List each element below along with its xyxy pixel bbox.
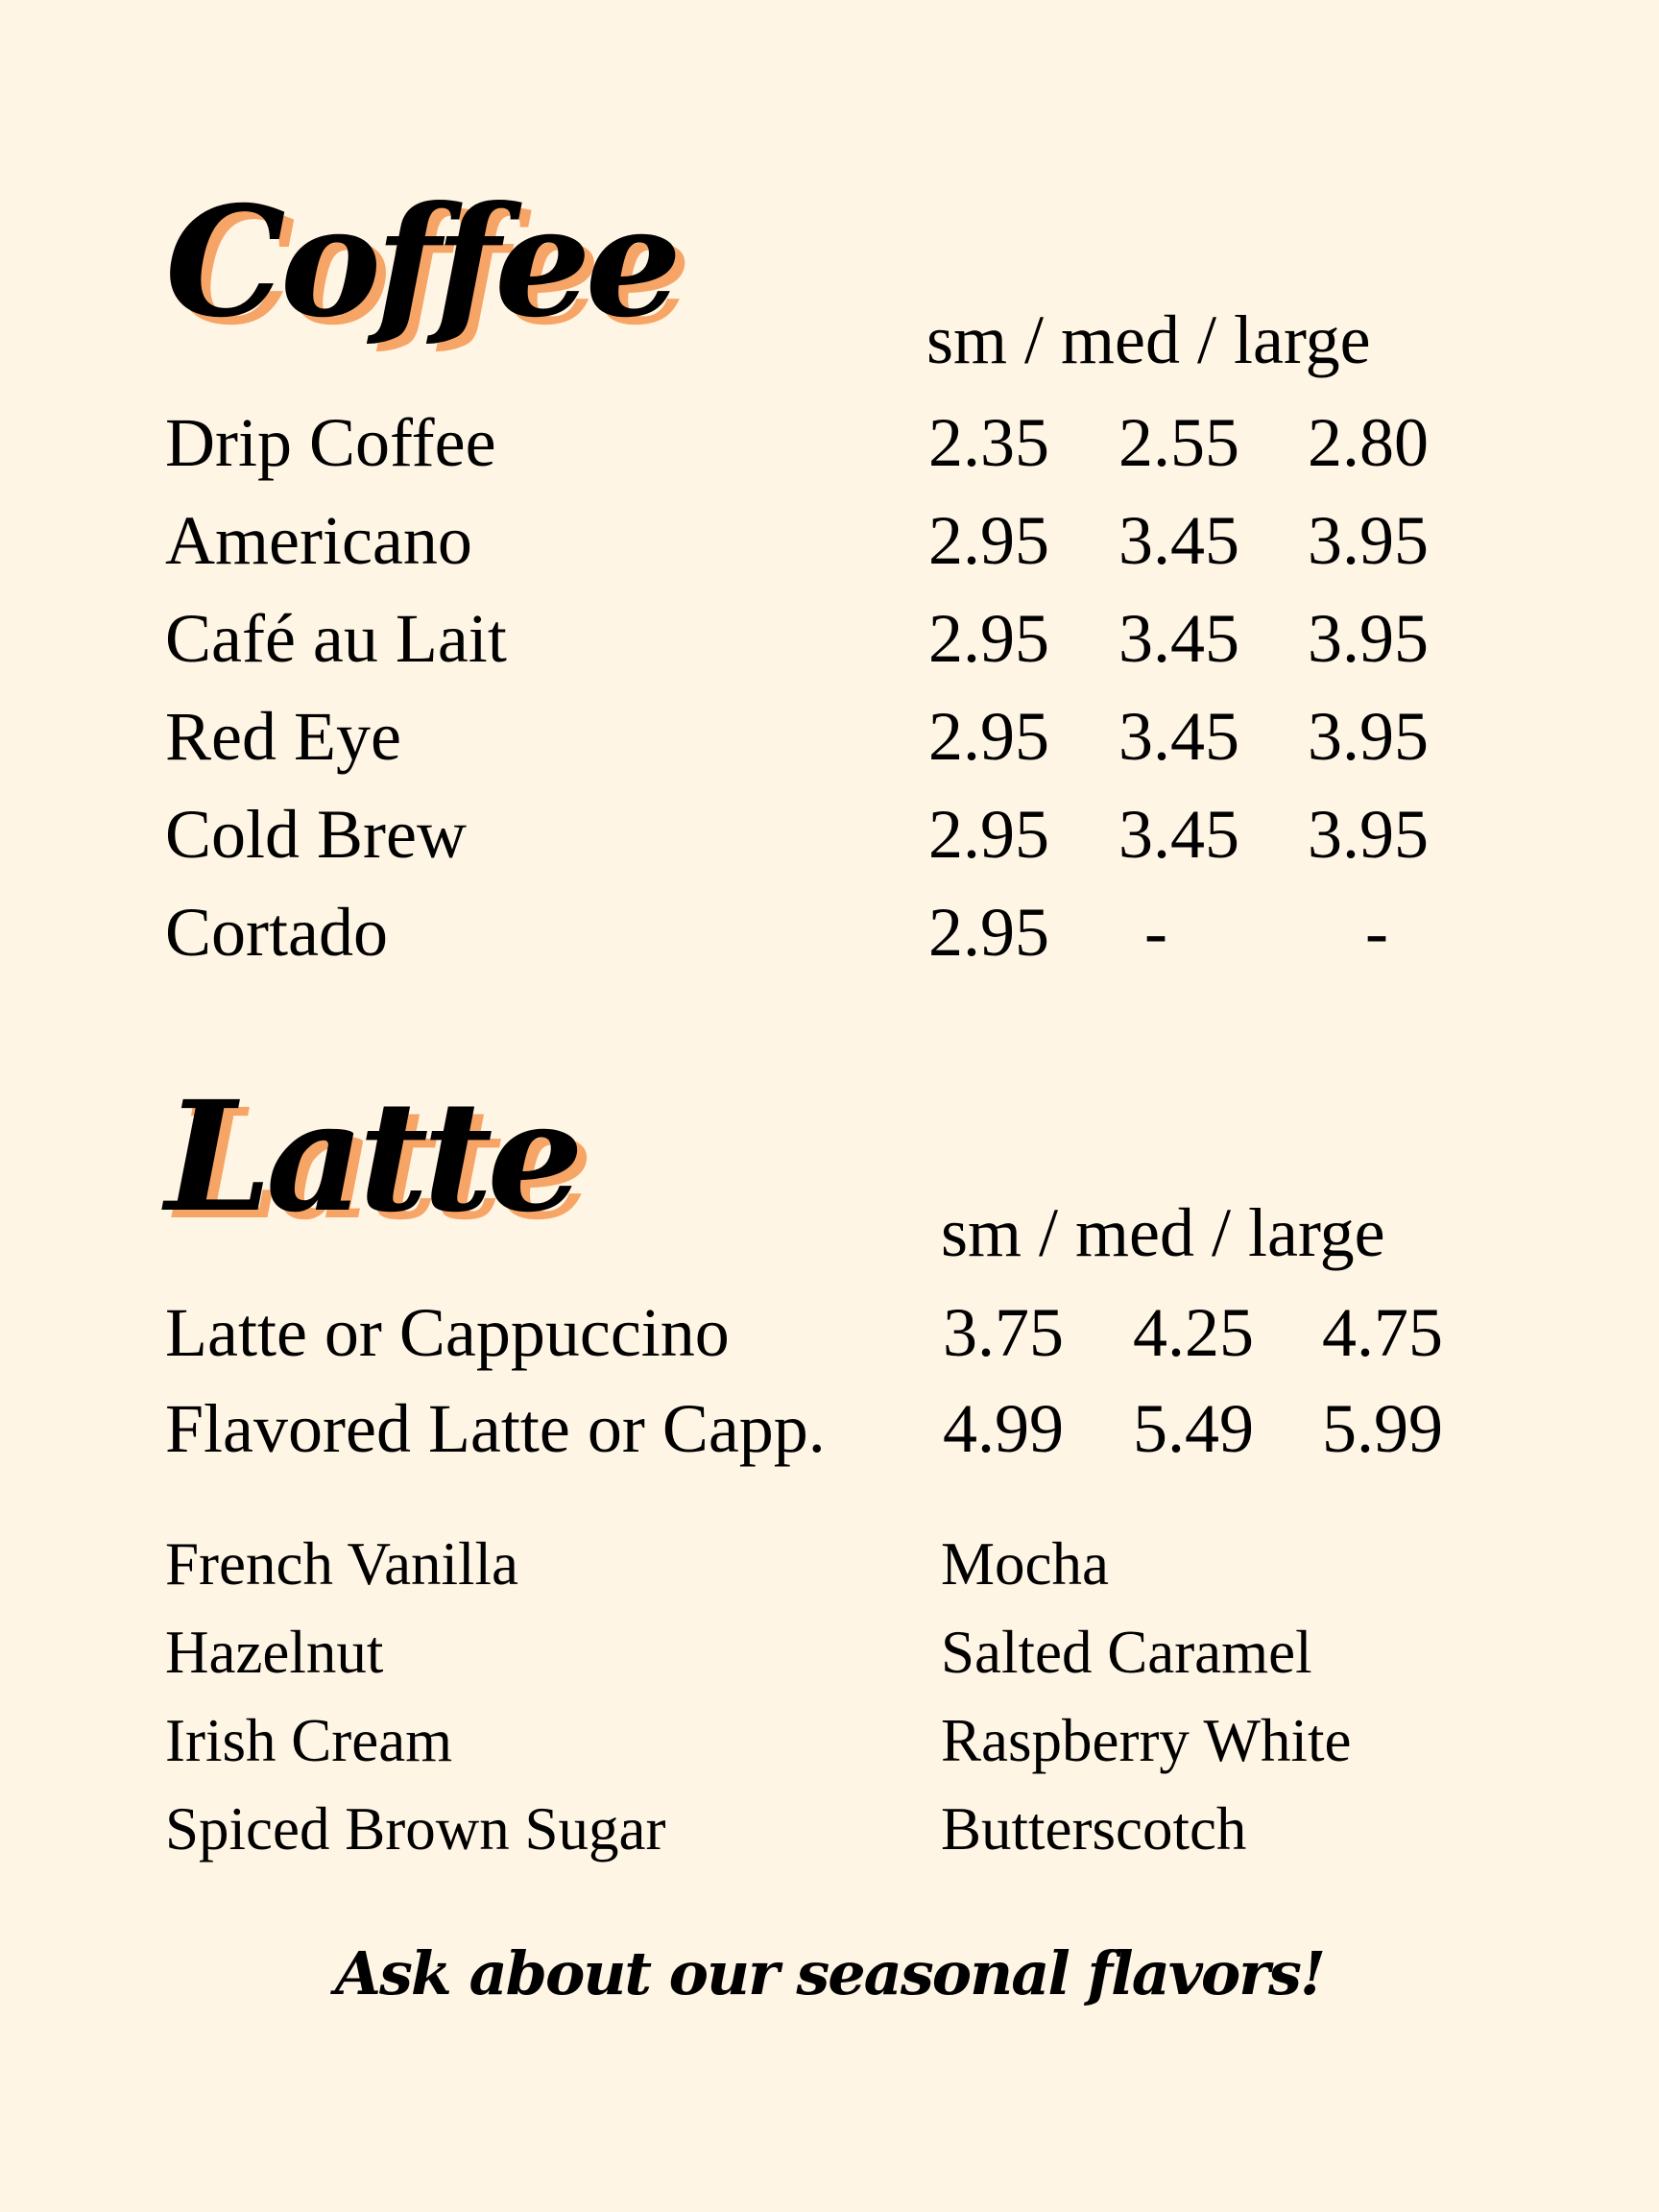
- price-large: 5.99: [1322, 1390, 1443, 1467]
- price-med: 4.25: [1133, 1294, 1254, 1371]
- item-name: Latte or Cappuccino: [165, 1294, 730, 1371]
- item-name: Cold Brew: [165, 796, 467, 873]
- latte-size-header: sm / med / large: [941, 1194, 1385, 1271]
- price-sm: 4.99: [943, 1390, 1064, 1467]
- price-sm: 2.35: [928, 404, 1049, 481]
- seasonal-flavors-note: Ask about our seasonal flavors!: [334, 1938, 1325, 2008]
- flavor-item: Butterscotch: [941, 1795, 1247, 1863]
- menu-item-row: [165, 894, 1509, 994]
- price-large: 4.75: [1322, 1294, 1443, 1371]
- item-name: Drip Coffee: [165, 404, 496, 481]
- price-sm: 3.75: [943, 1294, 1064, 1371]
- price-large: 3.95: [1308, 796, 1429, 873]
- price-large: 3.95: [1308, 502, 1429, 579]
- price-med: 3.45: [1118, 796, 1239, 873]
- price-med: -: [1144, 894, 1167, 971]
- price-sm: 2.95: [928, 894, 1049, 971]
- menu-item-row: [165, 600, 1509, 700]
- coffee-title: Coffee: [165, 174, 677, 351]
- price-med: 3.45: [1118, 698, 1239, 775]
- price-sm: 2.95: [928, 502, 1049, 579]
- menu-item-row: [165, 1390, 1509, 1490]
- flavor-item: Irish Cream: [165, 1707, 453, 1774]
- item-name: Flavored Latte or Capp.: [165, 1390, 826, 1467]
- price-sm: 2.95: [928, 698, 1049, 775]
- item-name: Americano: [165, 502, 472, 579]
- price-large: 3.95: [1308, 600, 1429, 677]
- price-large: 3.95: [1308, 698, 1429, 775]
- menu-item-row: [165, 1294, 1509, 1394]
- flavor-item: Hazelnut: [165, 1619, 384, 1686]
- price-sm: 2.95: [928, 796, 1049, 873]
- flavor-item: Spiced Brown Sugar: [165, 1795, 666, 1863]
- menu-item-row: [165, 698, 1509, 798]
- price-med: 3.45: [1118, 600, 1239, 677]
- menu-item-row: [165, 404, 1509, 504]
- price-large: 2.80: [1308, 404, 1429, 481]
- item-name: Café au Lait: [165, 600, 507, 677]
- flavor-item: Raspberry White: [941, 1707, 1352, 1774]
- flavor-item: Salted Caramel: [941, 1619, 1312, 1686]
- price-med: 5.49: [1133, 1390, 1254, 1467]
- menu-item-row: [165, 502, 1509, 602]
- price-sm: 2.95: [928, 600, 1049, 677]
- coffee-size-header: sm / med / large: [926, 301, 1371, 378]
- price-large: -: [1365, 894, 1388, 971]
- price-med: 3.45: [1118, 502, 1239, 579]
- flavor-item: French Vanilla: [165, 1530, 519, 1598]
- flavor-item: Mocha: [941, 1530, 1109, 1598]
- item-name: Red Eye: [165, 698, 401, 775]
- item-name: Cortado: [165, 894, 388, 971]
- latte-title: Latte: [165, 1069, 578, 1246]
- price-med: 2.55: [1118, 404, 1239, 481]
- menu-item-row: [165, 796, 1509, 896]
